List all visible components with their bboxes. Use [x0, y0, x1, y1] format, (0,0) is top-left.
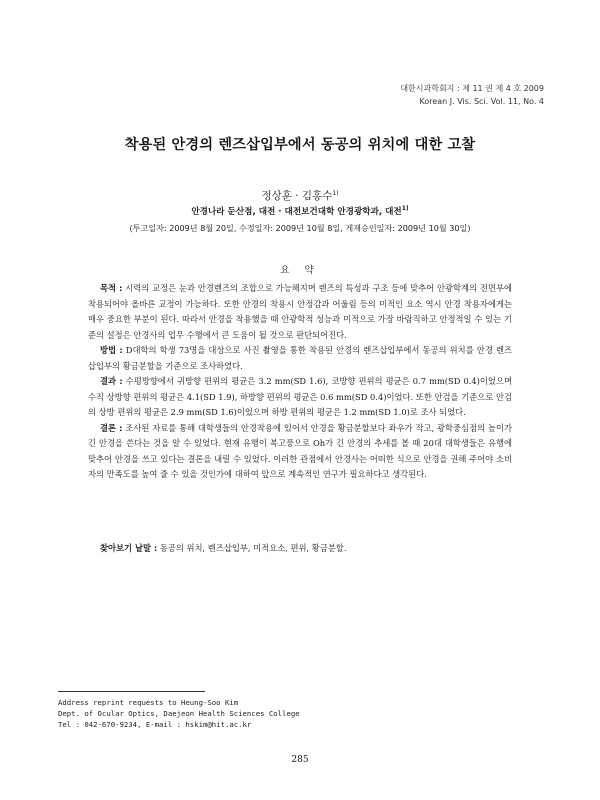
- summary-heading: 요 약: [280, 265, 320, 276]
- keywords-label: 찾아보기 낱말 :: [100, 543, 158, 553]
- footnote-contact: Tel : 042-670-9234, E-mail : hskim@hit.ac.kr: [58, 720, 252, 729]
- affiliation-mark: 1): [401, 205, 409, 212]
- authors: [0, 188, 600, 203]
- keywords-text: 동공의 위치, 렌즈삽입부, 미적요소, 편위, 황금분할.: [157, 543, 347, 553]
- page-number: 285: [291, 755, 309, 765]
- keywords: [100, 542, 347, 554]
- submission-dates: (투고일자: 2009년 8월 20일, 수정일자: 2009년 10월 8일, 게재승인일자: 2009년 10월 30일): [129, 223, 471, 233]
- paper-title: 착용된 안경의 렌즈삽입부에서 동공의 위치에 대한 고찰: [124, 137, 476, 153]
- author-mark: 1): [332, 190, 339, 197]
- footnote: [58, 697, 300, 730]
- abstract-purpose: [88, 281, 512, 343]
- footnote-address: Address reprint requests to Heung-Soo Kim: [58, 698, 239, 707]
- affiliation: [0, 205, 600, 217]
- method-text: D대학의 학생 73명을 대상으로 사진 촬영을 통한 착용된 안경의 렌즈삽입부에서 동공의 위치를 안경 렌즈삽입부의 황금분할을 기준으로 조사하였다.: [88, 345, 512, 371]
- conclusion-label: 결론 :: [100, 422, 123, 433]
- method-label: 방법 :: [100, 345, 123, 355]
- journal-header: [400, 82, 544, 108]
- affiliation-text: 안경나라 둔산점, 대전 · 대전보건대학 안경광학과, 대전: [191, 207, 402, 217]
- abstract-result: [88, 374, 512, 421]
- purpose-text: 시력의 교정은 눈과 안경렌즈의 조합으로 가능해지며 렌즈의 특성과 구조 등에 맞추어 안광학계의 전면부에 착용되어야 올바른 교정이 가능하다. 또한 안경의 착용시 안정감과 어울림 등의 미적인 요소 역시 안경 착용자에게는 매우 중요한 부분이 된다. 따라서 안경을 착용했을 때 안광학적 성능과 미적으로 가장 바람직하고 안정적일 수 있는 기준의 설정은 안경사의 업무 수행에서 큰 도움이 될 것으로 판단되어진다.: [88, 283, 512, 340]
- result-label: 결과 :: [100, 376, 123, 386]
- footnote-dept: Dept. of Ocular Optics, Daejeon Health Sciences College: [58, 709, 300, 718]
- journal-english: Korean J. Vis. Sci. Vol. 11, No. 4: [419, 97, 544, 106]
- footnote-divider: [58, 691, 205, 692]
- journal-korean: 대한시과학회지 : 제 11 권 제 4 호 2009: [400, 84, 544, 93]
- abstract-conclusion: [88, 421, 512, 483]
- abstract-method: [88, 343, 512, 374]
- conclusion-text: 조사된 자료를 통해 대학생들의 안경착용에 있어서 안경을 황금분할보다 좌우가 작고, 광학중심점의 높이가 긴 안경을 쓴다는 것을 알 수 있었다. 현재 유행이 복고풍으로 Oh가 긴 안경의 추세를 볼 때 20대 대학생들은 유행에 맞추어 안경을 쓰고 있다는 결론을 내릴 수 있었다. 이러한 관점에서 안경사는 어떠한 식으로 안경을 권해 주어야 소비자의 만족도를 높여 줄 수 있을 것인가에 대하여 앞으로 계속적인 연구가 필요하다고 생각된다.: [88, 422, 512, 479]
- abstract: [88, 281, 512, 483]
- purpose-label: 목적 :: [100, 283, 123, 293]
- result-text: 수평방향에서 귀방향 편위의 평균은 3.2 mm(SD 1.6), 코방향 편위의 평균은 0.7 mm(SD 0.4)이었으며 수직 상방향 편위의 평균은 4.1(SD 1.9), 하방향 편위의 평균은 0.6 mm(SD 0.4)이었다. 또한 안검을 기준으로 안검의 상방 편위의 평균은 2.9 mm(SD 1.6)이었으며 하방 편위의 평균은 1.2 mm(SD 1.0)로 조사 되었다.: [88, 376, 512, 417]
- author-names: 정상훈 · 김홍수: [261, 190, 333, 202]
